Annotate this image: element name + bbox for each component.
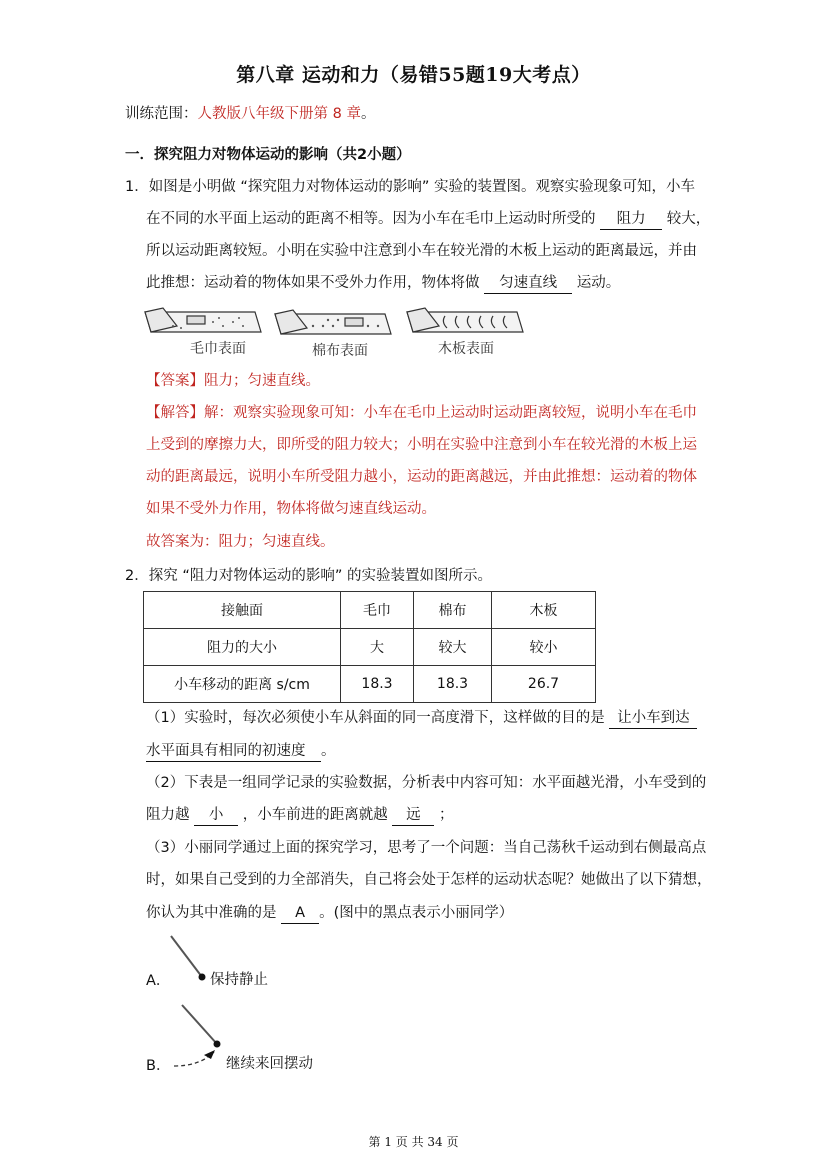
- q2-part2-end: ；: [438, 807, 454, 823]
- option-b-letter: B．: [146, 1058, 171, 1074]
- q2-part2-mid: ，小车前进的距离就越: [242, 807, 388, 823]
- section-heading: 一．探究阻力对物体运动的影响（共2小题）: [125, 147, 411, 163]
- q2-part3-line3: [146, 903, 513, 924]
- q1-blank-2: 匀速直线: [484, 273, 572, 294]
- q1-line-4-end: 运动。: [576, 275, 621, 291]
- q1-blank-1: 阻力: [600, 209, 662, 230]
- table-row: [144, 666, 596, 703]
- page-footer: 第 1 页 共 34 页: [368, 1135, 459, 1149]
- q2-part1-blank-a: 让小车到达: [609, 708, 697, 729]
- q2-part2-line2: [146, 805, 453, 826]
- wood-board: [407, 308, 523, 332]
- q2-part2-text: 阻力越: [146, 807, 190, 823]
- table-cell: 26.7: [492, 666, 596, 703]
- analysis-text: 解：观察实验现象可知：小车在毛巾上运动时运动距离较短，说明小车在毛巾: [204, 405, 697, 421]
- option-b-text: 继续来回摆动: [226, 1056, 313, 1072]
- table-cell: 阻力的大小: [144, 629, 341, 666]
- q1-analysis-2: 上受到的摩擦力大，即所受的阻力较大；小明在实验中注意到小车在较光滑的木板上运: [146, 437, 697, 453]
- answer-text: 阻力；匀速直线。: [204, 373, 320, 389]
- q1-line-4-text: 此推想：运动着的物体如果不受外力作用，物体将做: [146, 275, 480, 291]
- table-header: 棉布: [414, 592, 492, 629]
- q1-final-answer: 故答案为：阻力；匀速直线。: [146, 534, 335, 550]
- scope-end: 。: [360, 106, 376, 122]
- q2-part1-line1: [146, 708, 697, 729]
- training-scope: [125, 104, 375, 124]
- q1-line-2-text: 在不同的水平面上运动的距离不相等。因为小车在毛巾上运动时所受的: [146, 211, 596, 227]
- q2-part3-text: 你认为其中准确的是: [146, 905, 277, 921]
- q2-part2-blank-2: 远: [392, 805, 434, 826]
- q2-part3-blank: A: [281, 903, 319, 924]
- q1-analysis-1: [146, 403, 697, 423]
- q2-part2-line1: （2）下表是一组同学记录的实验数据，分析表中内容可知：水平面越光滑，小车受到的: [146, 775, 707, 791]
- q2-part3-line2: 时，如果自己受到的力全部消失，自己将会处于怎样的运动状态呢？她做出了以下猜想，: [146, 872, 712, 888]
- label-wood: 木板表面: [438, 341, 494, 357]
- q2-part3-line1: （3）小丽同学通过上面的探究学习，思考了一个问题：当自己荡秋千运动到右侧最高点: [146, 840, 707, 856]
- table-cell: 18.3: [341, 666, 414, 703]
- q2-part1-text: （1）实验时，每次必须使小车从斜面的同一高度滑下，这样做的目的是: [146, 710, 605, 726]
- table-cell: 较大: [414, 629, 492, 666]
- q2-part1-end: 。: [321, 743, 336, 759]
- option-a-letter: A．: [146, 973, 171, 989]
- q2-stem: 2．探究 “阻力对物体运动的影响” 的实验装置如图所示。: [125, 568, 492, 584]
- table-header: 毛巾: [341, 592, 414, 629]
- q2-part1-blank-b: 水平面具有相同的初速度: [146, 741, 321, 762]
- analysis-label: 【解答】: [146, 405, 204, 421]
- q1-line-2: [146, 209, 710, 230]
- data-table: [143, 591, 596, 703]
- towel-board: [145, 308, 261, 332]
- table-header-row: [144, 592, 596, 629]
- q2-part2-blank-1: 小: [194, 805, 238, 826]
- table-cell: 大: [341, 629, 414, 666]
- table-header: 接触面: [144, 592, 341, 629]
- q1-line-2-end: 较大，: [666, 211, 711, 227]
- q1-line-1: 1．如图是小明做 “探究阻力对物体运动的影响” 实验的装置图。观察实验现象可知，小车: [125, 179, 695, 195]
- scope-value: 人教版八年级下册第 8 章: [197, 106, 361, 122]
- answer-label: 【答案】: [146, 373, 204, 389]
- q1-answer: [146, 371, 320, 391]
- cotton-board: [275, 310, 391, 334]
- table-header: 木板: [492, 592, 596, 629]
- scope-label: 训练范围：: [125, 106, 198, 122]
- q1-line-4: [146, 273, 620, 294]
- q2-part1-line2: [146, 741, 336, 762]
- option-a-text: 保持静止: [210, 972, 268, 988]
- q1-line-3: 所以运动距离较短。小明在实验中注意到小车在较光滑的木板上运动的距离最远，并由: [146, 243, 697, 259]
- q1-analysis-4: 如果不受外力作用，物体将做匀速直线运动。: [146, 501, 436, 517]
- q2-part3-end: 。(图中的黑点表示小丽同学）: [319, 905, 514, 921]
- table-row: [144, 629, 596, 666]
- table-cell: 较小: [492, 629, 596, 666]
- table-cell: 18.3: [414, 666, 492, 703]
- label-towel: 毛巾表面: [190, 341, 246, 357]
- label-cotton: 棉布表面: [312, 343, 368, 359]
- q1-analysis-3: 动的距离最远，说明小车所受阻力越小，运动的距离越远，并由此推想：运动着的物体: [146, 469, 697, 485]
- page-title: 第八章 运动和力（易错55题19大考点）: [236, 64, 591, 86]
- table-cell: 小车移动的距离 s/cm: [144, 666, 341, 703]
